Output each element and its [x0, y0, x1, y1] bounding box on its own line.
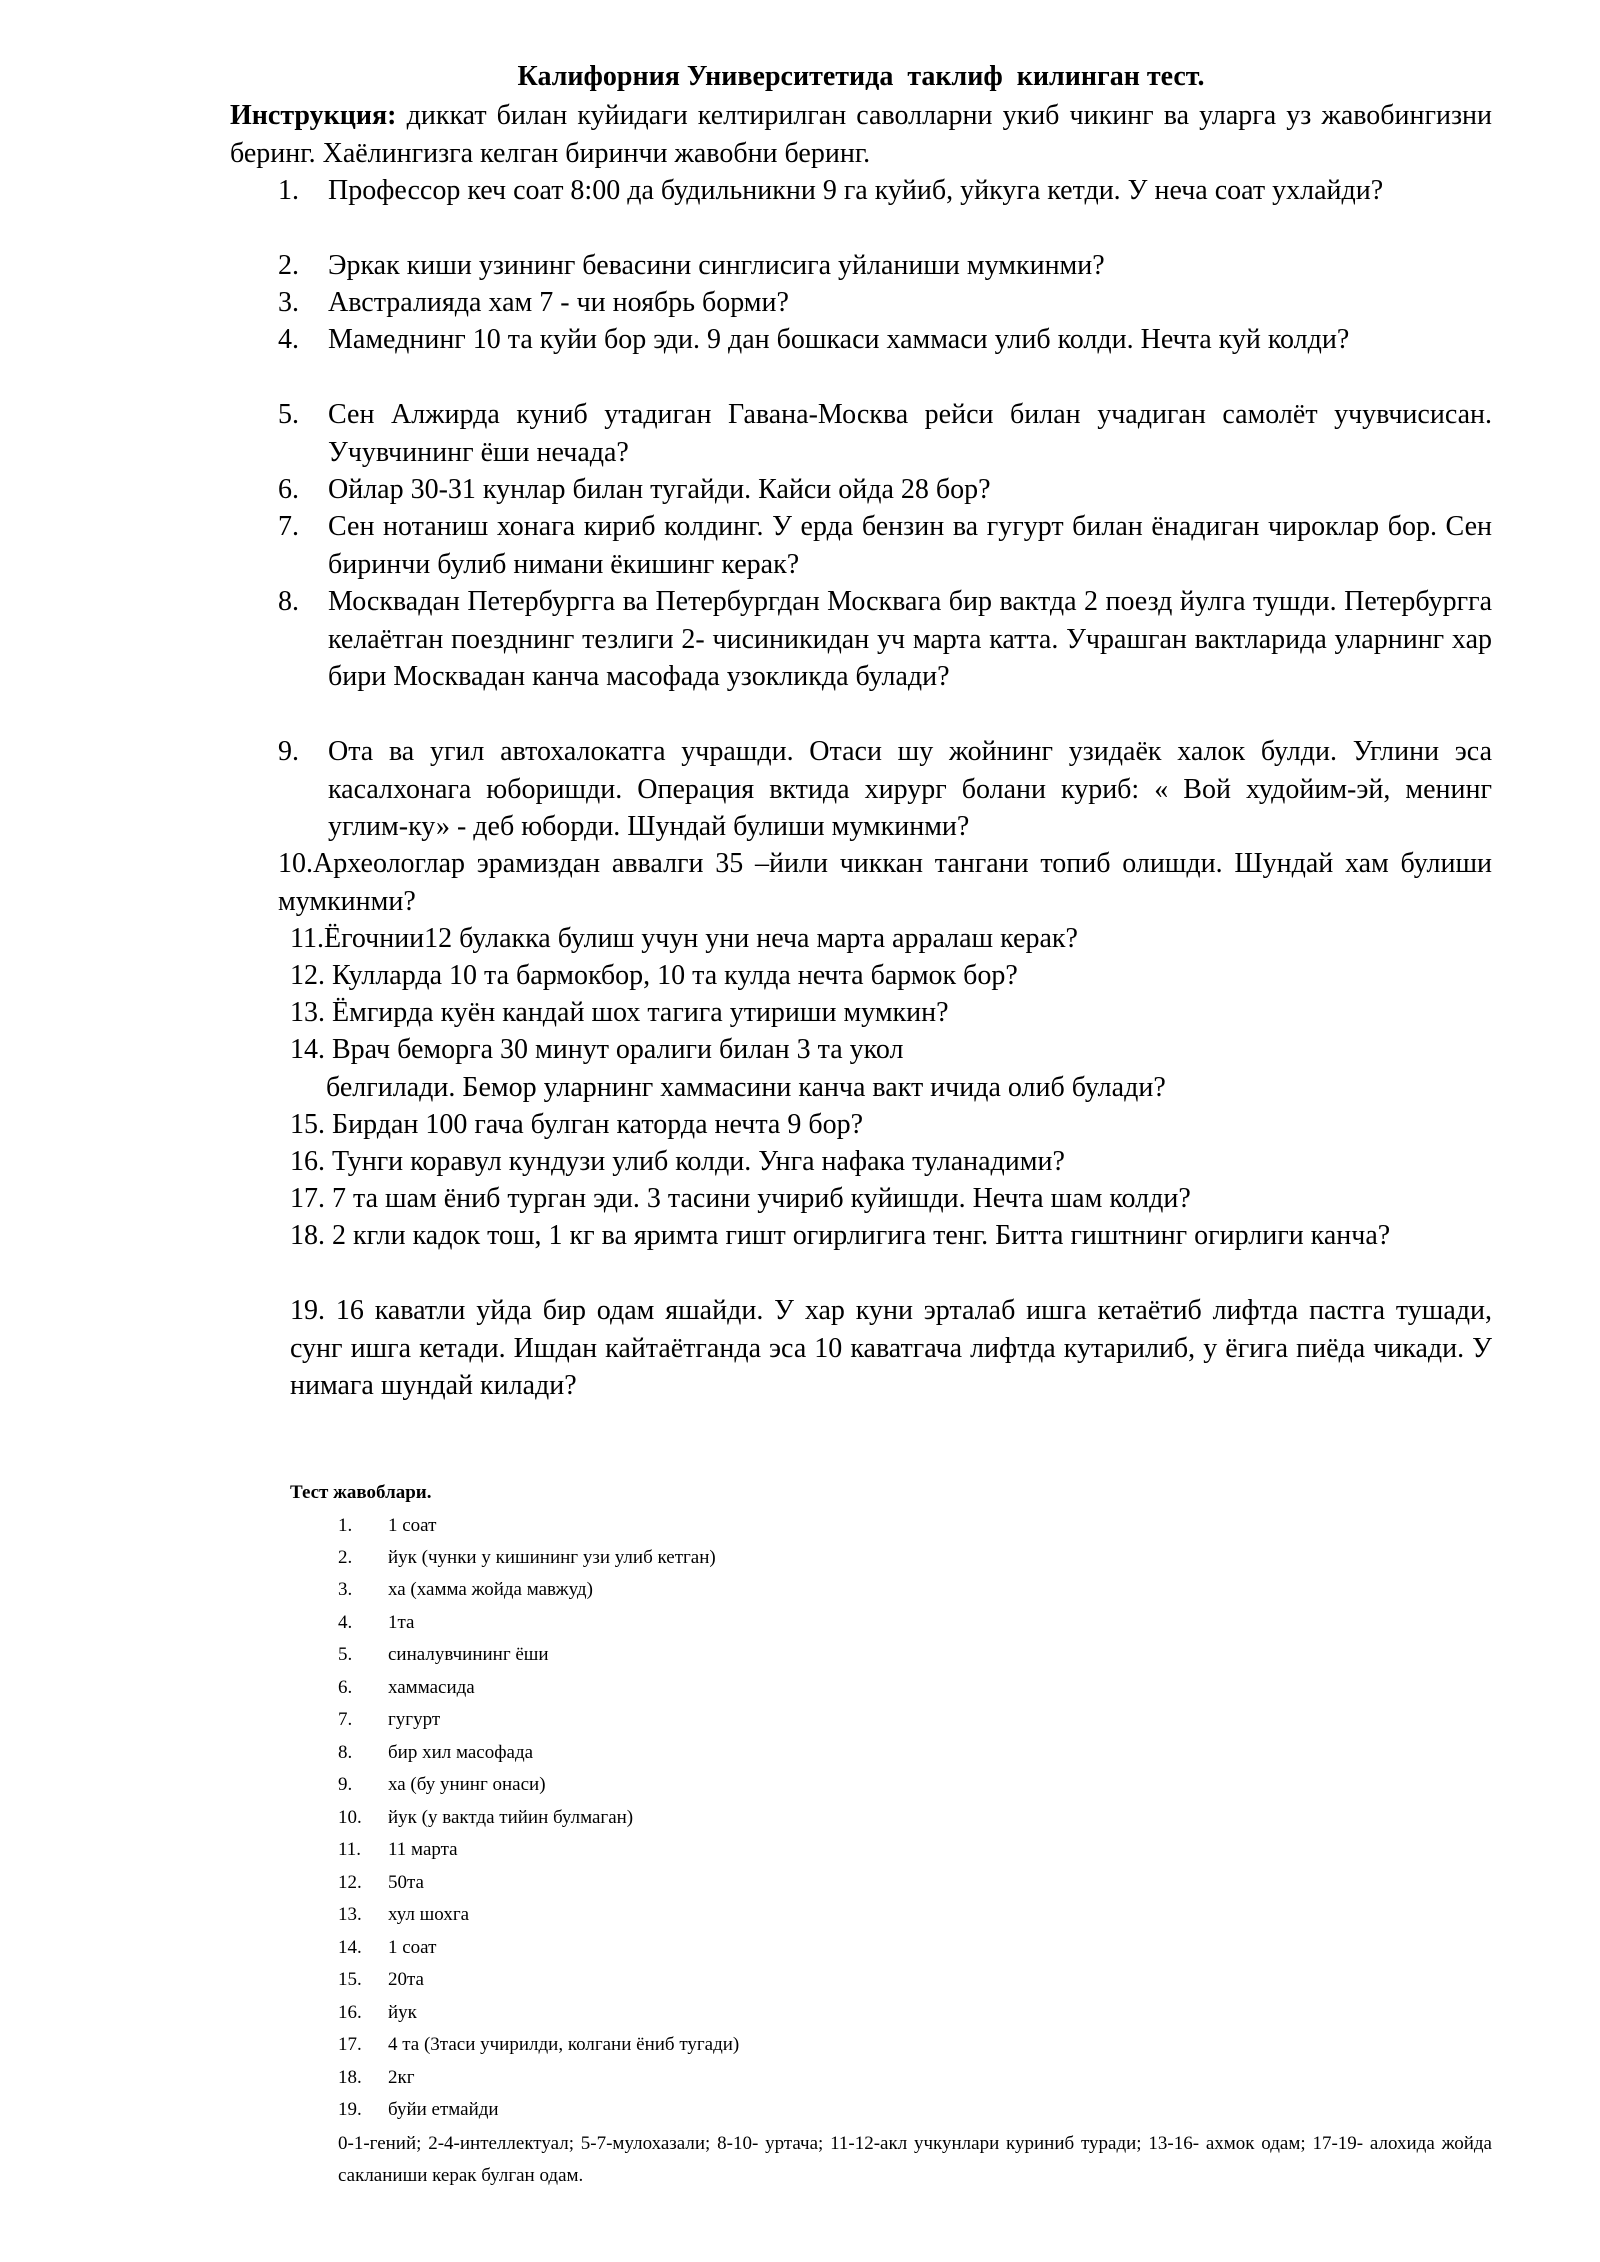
answer-number: 7.: [338, 1709, 353, 1730]
question-number: 6.: [278, 474, 299, 505]
question-number: 5.: [278, 399, 299, 430]
answer-text: ха (хамма жойда мавжуд): [388, 1579, 593, 1600]
question-text: Ота ва угил автохалокатга учрашди. Отаси шу жойнинг узидаёк халок булди. Углини эса касалхонага юборишди. Операция вктида хирург болани куриб: « Вой худойим-эй, менинг углим-ку» - деб юборди. Шундай булиши мумкинми?: [328, 736, 1492, 842]
question-number: 8.: [278, 586, 299, 617]
question-item: [278, 733, 1492, 846]
question-item: 16. Тунги коравул кундузи улиб колди. Унга нафака туланадими?: [290, 1146, 1065, 1177]
answer-text: 1 соат: [388, 1515, 437, 1536]
question-item: [278, 396, 1492, 471]
answer-text: 50та: [388, 1872, 424, 1893]
answer-text: 20та: [388, 1969, 424, 1990]
question-item: 13. Ёмгирда куён кандай шох тагига утириши мумкин?: [290, 997, 949, 1028]
question-item: [278, 508, 1492, 583]
answer-text: йук (чунки у кишининг узи улиб кетган): [388, 1547, 716, 1568]
answer-text: 1та: [388, 1612, 415, 1633]
question-number: 3.: [278, 287, 299, 318]
question-item: [278, 284, 1492, 322]
answer-text: синалувчининг ёши: [388, 1644, 549, 1665]
question-line: 14. Врач беморга 30 минут оралиги билан 3 та укол: [290, 1034, 904, 1065]
answers-heading: Тест жавоблари.: [290, 1482, 432, 1503]
answer-number: 16.: [338, 2002, 362, 2023]
question-item: [278, 172, 1492, 210]
question-number: 9.: [278, 736, 299, 767]
question-text: Мамеднинг 10 та куйи бор эди. 9 дан бошкаси хаммаси улиб колди. Нечта куй колди?: [328, 324, 1350, 355]
answer-number: 4.: [338, 1612, 353, 1633]
answer-number: 15.: [338, 1969, 362, 1990]
question-number: 7.: [278, 511, 299, 542]
question-item: [290, 1031, 1492, 1106]
question-text: Сен нотаниш хонага кириб колдинг. У ерда бензин ва гугурт билан ёнадиган чироклар бор. Сен биринчи булиб нимани ёкишинг керак?: [328, 511, 1492, 580]
question-number: 2.: [278, 250, 299, 281]
answer-number: 1.: [338, 1515, 353, 1536]
answer-number: 13.: [338, 1904, 362, 1925]
question-item: [278, 583, 1492, 696]
answer-number: 2.: [338, 1547, 353, 1568]
answer-text: хул шохга: [388, 1904, 470, 1925]
answer-text: бир хил масофада: [388, 1742, 534, 1763]
answer-number: 17.: [338, 2034, 362, 2055]
answer-number: 5.: [338, 1644, 353, 1665]
answer-number: 11.: [338, 1839, 362, 1860]
question-item: 19. 16 каватли уйда бир одам яшайди. У хар куни эрталаб ишга кетаётиб лифтда пастга тушади, сунг ишга кетади. Ишдан кайтаётганда эса 10 каватгача лифтда кутарилиб, у ёгига пиёда чикади. У нимага шундай килади?: [290, 1295, 1492, 1401]
question-item: 12. Кулларда 10 та бармокбор, 10 та кулда нечта бармок бор?: [290, 960, 1018, 991]
answer-number: 9.: [338, 1774, 353, 1795]
answer-text: 2кг: [388, 2067, 415, 2088]
answer-text: 11 марта: [388, 1839, 458, 1860]
scoring-scale: 0-1-гений; 2-4-интеллектуал; 5-7-мулохазали; 8-10- уртача; 11-12-акл учкунлари куриниб туради; 13-16- ахмок одам; 17-19- алохида жойда сакланиши керак булган одам.: [338, 2133, 1492, 2186]
question-text: Эркак киши узининг бевасини синглисига уйланиши мумкинми?: [328, 250, 1105, 281]
answer-text: 1 соат: [388, 1937, 437, 1958]
answer-text: хаммасида: [388, 1677, 475, 1698]
question-item: 15. Бирдан 100 гача булган каторда нечта 9 бор?: [290, 1109, 864, 1140]
answer-text: йук (у вактда тийин булмаган): [388, 1807, 634, 1828]
question-text: Ойлар 30-31 кунлар билан тугайди. Кайси ойда 28 бор?: [328, 474, 991, 505]
instruction-text: диккат билан куйидаги келтирилган саволларни укиб чикинг ва уларга уз жавобингизни беринг. Хаёлингизга келган биринчи жавобни беринг.: [230, 100, 1492, 169]
answer-text: йук: [388, 2002, 417, 2023]
question-text: Профессор кеч соат 8:00 да будильникни 9 га куйиб, уйкуга кетди. У неча соат ухлайди?: [328, 175, 1384, 206]
answer-number: 10.: [338, 1807, 362, 1828]
document-title: Калифорния Университетида таклиф килинган тест.: [517, 61, 1205, 92]
question-line: белгилади. Бемор уларнинг хаммасини канча вакт ичида олиб булади?: [326, 1071, 1166, 1103]
question-item: 17. 7 та шам ёниб турган эди. 3 тасини учириб куйишди. Нечта шам колди?: [290, 1183, 1191, 1214]
answer-text: 4 та (3таси учирилди, колгани ёниб тугади): [388, 2034, 740, 2055]
question-text: Сен Алжирда куниб утадиган Гавана-Москва рейси билан учадиган самолёт учувчисисан. Учувчининг ёши нечада?: [328, 399, 1492, 468]
answer-text: гугурт: [388, 1709, 441, 1730]
question-item: [278, 247, 1492, 285]
answer-text: ха (бу унинг онаси): [388, 1774, 546, 1795]
answer-number: 19.: [338, 2099, 362, 2120]
question-item: [278, 321, 1492, 359]
question-item: 18. 2 кгли кадок тош, 1 кг ва яримта гишт огирлигига тенг. Битта гиштнинг огирлиги канча?: [290, 1220, 1391, 1251]
answer-text: буйи етмайди: [388, 2099, 499, 2120]
question-item: [278, 471, 1492, 509]
answer-number: 6.: [338, 1677, 353, 1698]
answer-number: 18.: [338, 2067, 362, 2088]
instruction-paragraph: [230, 97, 1492, 173]
question-number: 1.: [278, 175, 299, 206]
answer-number: 8.: [338, 1742, 353, 1763]
instruction-label: Инструкция:: [230, 100, 397, 131]
question-text: Австралияда хам 7 - чи ноябрь борми?: [328, 287, 789, 318]
answer-number: 3.: [338, 1579, 353, 1600]
question-item: 10.Археологлар эрамиздан аввалги 35 –йили чиккан тангани топиб олишди. Шундай хам булиши мумкинми?: [278, 848, 1492, 917]
question-text: Москвадан Петербургга ва Петербургдан Москвага бир вактда 2 поезд йулга тушди. Петербургга келаётган поезднинг тезлиги 2- чисиникидан уч марта катта. Учрашган вактларида уларнинг хар бири Москвадан канча масофада узокликда булади?: [328, 586, 1492, 692]
answer-number: 12.: [338, 1872, 362, 1893]
question-item: 11.Ёгочнии12 булакка булиш учун уни неча марта арралаш керак?: [290, 923, 1078, 954]
answer-number: 14.: [338, 1937, 362, 1958]
question-number: 4.: [278, 324, 299, 355]
